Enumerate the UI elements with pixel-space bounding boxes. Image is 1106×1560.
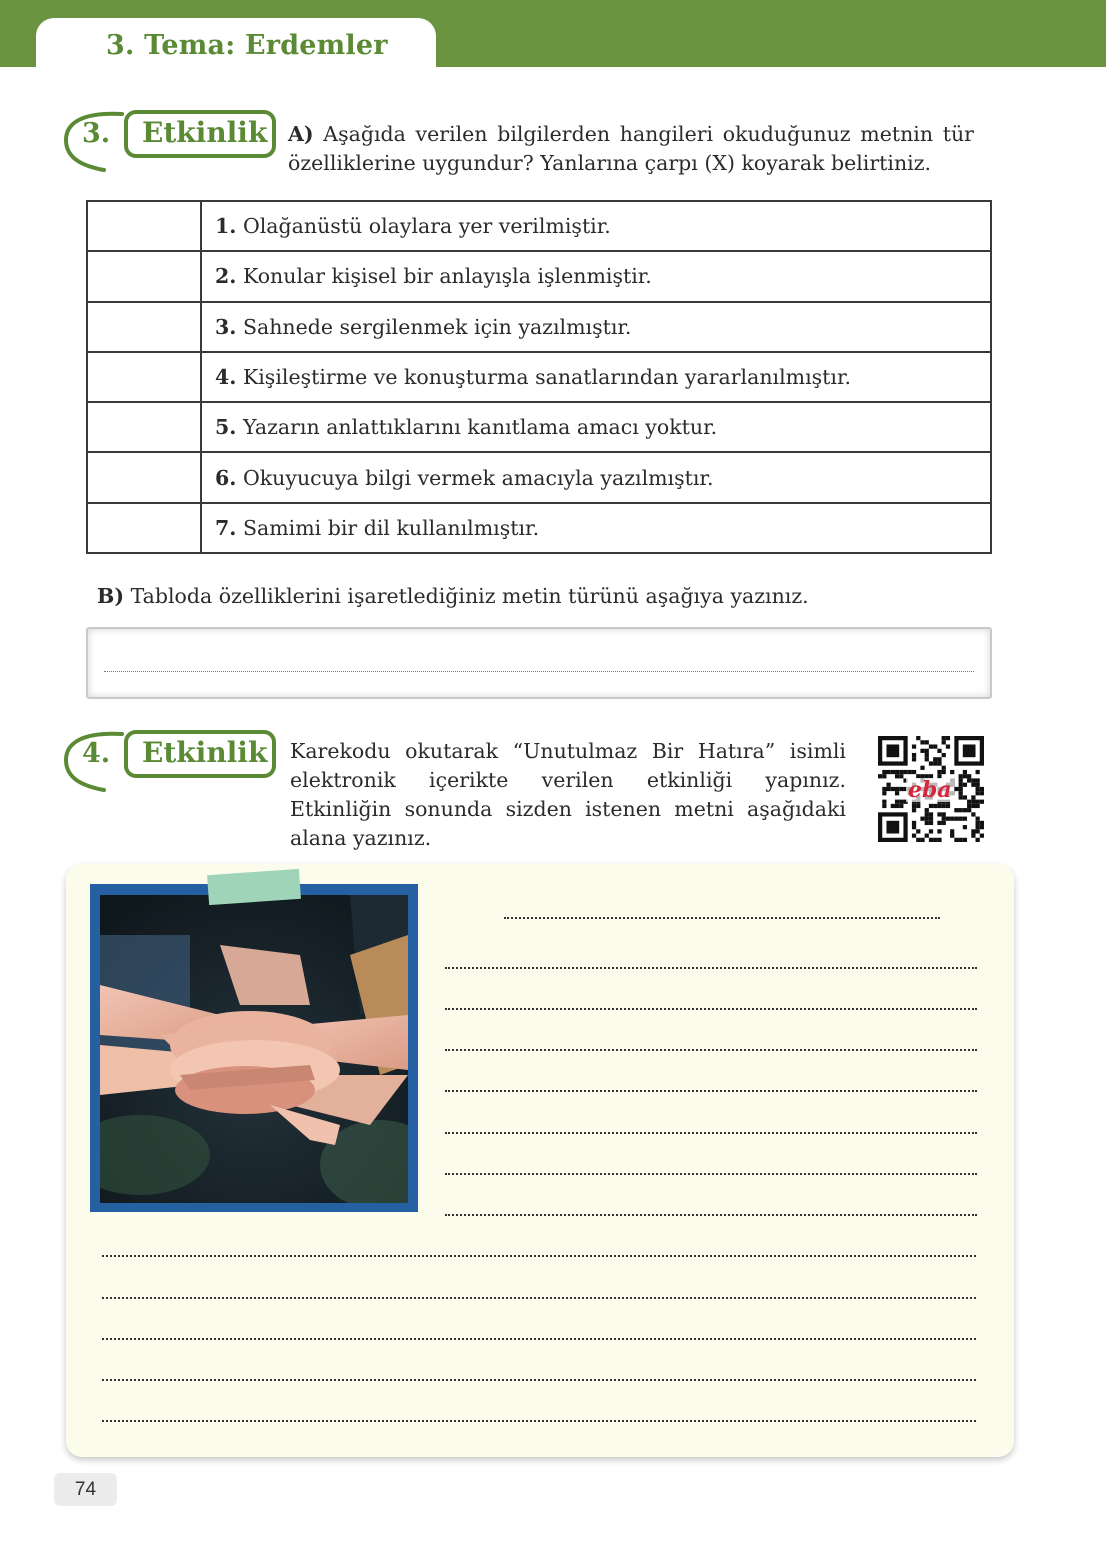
activity-word: Etkinlik xyxy=(142,736,268,769)
answer-box[interactable] xyxy=(86,627,992,699)
writing-line[interactable] xyxy=(445,967,977,969)
feature-cell xyxy=(201,452,991,502)
feature-text: Konular kişisel bir anlayışla işlenmiştir. xyxy=(242,264,652,289)
table-row xyxy=(87,201,991,251)
writing-line[interactable] xyxy=(445,1132,977,1134)
feature-text: Yazarın anlattıklarını kanıtlama amacı yoktur. xyxy=(242,415,718,440)
part-a-label: A) xyxy=(288,122,314,146)
table-row xyxy=(87,302,991,352)
page-title: 3. Tema: Erdemler xyxy=(106,30,388,61)
writing-line[interactable] xyxy=(445,1008,977,1010)
tape-decoration xyxy=(207,869,301,905)
feature-cell xyxy=(201,402,991,452)
writing-line[interactable] xyxy=(445,1173,977,1175)
table-row xyxy=(87,452,991,502)
feature-number: 3. xyxy=(215,314,237,339)
activity-4-instruction: Karekodu okutarak “Unutulmaz Bir Hatıra” isimli elektronik içerikte verilen etkinliği yapınız. Etkinliğin sonunda sizden istenen metni aşağıdaki alana yazınız. xyxy=(290,739,846,850)
writing-line[interactable] xyxy=(102,1379,976,1381)
feature-cell xyxy=(201,302,991,352)
part-b-label: B) xyxy=(97,584,125,608)
writing-line[interactable] xyxy=(445,1214,977,1216)
activity-4-badge xyxy=(64,728,279,792)
table-row xyxy=(87,402,991,452)
writing-line[interactable] xyxy=(102,1420,976,1422)
writing-line[interactable] xyxy=(102,1338,976,1340)
feature-cell xyxy=(201,352,991,402)
activity-number: 3. xyxy=(82,118,111,149)
feature-text: Okuyucuya bilgi vermek amacıyla yazılmıştır. xyxy=(242,465,714,490)
checkbox-cell[interactable] xyxy=(87,402,201,452)
eba-logo: eba xyxy=(908,777,952,803)
table-row xyxy=(87,352,991,402)
part-b-instruction xyxy=(97,582,917,611)
table-row xyxy=(87,503,991,553)
feature-table xyxy=(86,200,992,554)
activity-3-instruction xyxy=(288,120,974,178)
feature-cell xyxy=(201,201,991,251)
stacked-hands-photo xyxy=(100,895,408,1203)
part-a-text: Aşağıda verilen bilgilerden hangileri okuduğunuz metnin tür özelliklerine uygundur? Yanlarına çarpı (X) koyarak belirtiniz. xyxy=(288,122,974,175)
part-b-text: Tabloda özelliklerini işaretlediğiniz metin türünü aşağıya yazınız. xyxy=(130,584,809,608)
writing-line[interactable] xyxy=(102,1297,976,1299)
page-number: 74 xyxy=(54,1473,117,1506)
feature-number: 7. xyxy=(215,515,237,540)
feature-text: Kişileştirme ve konuşturma sanatlarından yararlanılmıştır. xyxy=(242,365,852,390)
writing-line[interactable] xyxy=(445,1090,977,1092)
table-row xyxy=(87,251,991,301)
checkbox-cell[interactable] xyxy=(87,251,201,301)
feature-text: Sahnede sergilenmek için yazılmıştır. xyxy=(242,314,632,339)
writing-line[interactable] xyxy=(445,1049,977,1051)
feature-number: 6. xyxy=(215,465,237,490)
feature-number: 4. xyxy=(215,365,237,390)
checkbox-cell[interactable] xyxy=(87,201,201,251)
writing-line[interactable] xyxy=(504,917,940,919)
activity-word: Etkinlik xyxy=(142,116,268,149)
feature-number: 5. xyxy=(215,415,237,440)
checkbox-cell[interactable] xyxy=(87,352,201,402)
answer-dotted-line[interactable] xyxy=(104,671,974,672)
activity-3-badge xyxy=(64,108,279,172)
feature-number: 2. xyxy=(215,264,237,289)
feature-number: 1. xyxy=(215,214,237,239)
checkbox-cell[interactable] xyxy=(87,302,201,352)
feature-text: Olağanüstü olaylara yer verilmiştir. xyxy=(242,214,611,239)
checkbox-cell[interactable] xyxy=(87,452,201,502)
checkbox-cell[interactable] xyxy=(87,503,201,553)
activity-number: 4. xyxy=(82,738,111,769)
writing-line[interactable] xyxy=(102,1255,976,1257)
feature-text: Samimi bir dil kullanılmıştır. xyxy=(242,515,540,540)
feature-cell xyxy=(201,251,991,301)
feature-cell xyxy=(201,503,991,553)
